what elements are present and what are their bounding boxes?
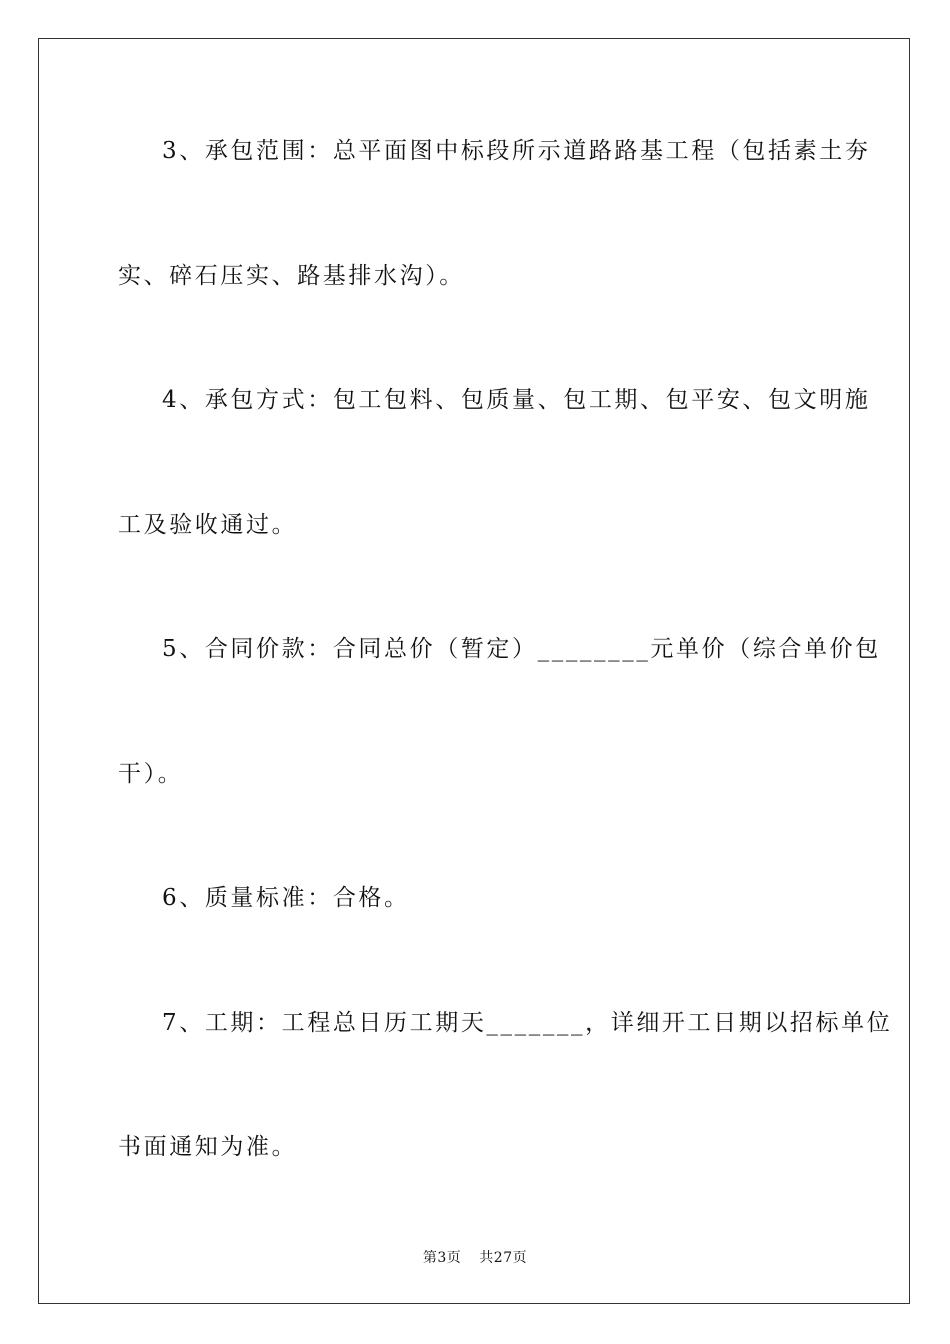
paragraph-5-line-2: 干）。 bbox=[118, 761, 184, 787]
page-total: 共27页 bbox=[479, 1250, 528, 1266]
paragraph-3-line-1: 3、承包范围：总平面图中标段所示道路路基工程（包括素土夯 bbox=[162, 138, 871, 164]
page-number: 第3页 bbox=[422, 1250, 462, 1266]
paragraph-7-line-1: 7、工期：工程总日历工期天_______，详细开工日期以招标单位 bbox=[162, 1010, 893, 1036]
paragraph-4-line-2: 工及验收通过。 bbox=[118, 512, 298, 538]
paragraph-3-line-2: 实、碎石压实、路基排水沟）。 bbox=[118, 263, 465, 289]
paragraph-6-line-1: 6、质量标准：合格。 bbox=[162, 885, 410, 911]
paragraph-5-line-1: 5、合同价款：合同总价（暂定）________元单价（综合单价包 bbox=[162, 636, 881, 662]
page-frame bbox=[38, 38, 910, 1304]
paragraph-7-line-2: 书面通知为准。 bbox=[118, 1134, 298, 1160]
paragraph-4-line-1: 4、承包方式：包工包料、包质量、包工期、包平安、包文明施 bbox=[162, 387, 871, 413]
page-footer bbox=[0, 1247, 950, 1267]
